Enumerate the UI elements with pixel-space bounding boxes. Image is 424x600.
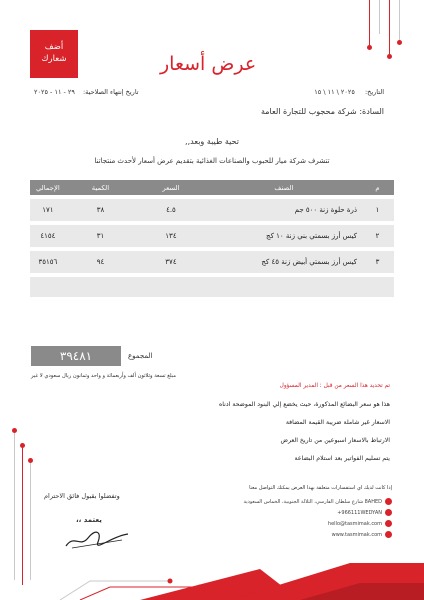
contact-phone: +966111WEDYAN <box>337 510 382 516</box>
date-label: التاريخ: <box>364 88 384 96</box>
document-title: عرض أسعار <box>160 53 257 75</box>
contact-email[interactable]: hello@tasmimak.com <box>327 521 382 527</box>
recipient-row <box>261 107 384 116</box>
table-row-empty <box>30 275 394 299</box>
row-index: ٣ <box>361 249 394 275</box>
row-item: كيس أرز بسمتي أبيض زنة ٤٥ كج <box>207 249 361 275</box>
row-quantity: ٩٤ <box>66 249 136 275</box>
col-total: الإجمالي <box>30 180 66 197</box>
row-item: ذرة حلوة زنة ٥٠٠ جم <box>207 197 361 223</box>
date-row <box>314 88 384 96</box>
logo-line1: أضف <box>44 42 64 52</box>
row-price: ٣٧٤ <box>135 249 206 275</box>
recipient-name: شركة محجوب للتجارة العامة <box>260 107 357 116</box>
total-label: المجموع <box>128 352 153 360</box>
col-quantity: الكمية <box>66 180 136 197</box>
contact-address: 8AHED شارع سلطان الفارسي، التلالة الجنوبية، الخماس السعودية <box>243 499 382 505</box>
row-total: ٣٥١٥٦ <box>30 249 66 275</box>
notes-term-2: الارتباط بالاسعار اسبوعين من تاريخ العرض <box>280 437 390 444</box>
closing-text: وتفضلوا بقبول فائق الاحترام <box>44 492 120 500</box>
row-quantity: ٣١ <box>66 223 136 249</box>
location-icon <box>385 498 392 505</box>
row-index: ١ <box>361 197 394 223</box>
row-total: ١٧١ <box>30 197 66 223</box>
items-table <box>30 180 394 301</box>
web-icon <box>385 531 392 538</box>
signature-label: يعتمد ،، <box>76 516 102 524</box>
table-row <box>30 197 394 223</box>
row-index: ٢ <box>361 223 394 249</box>
total-value: ٣٩٤٨١ <box>31 346 121 366</box>
row-quantity: ٣٨ <box>66 197 136 223</box>
notes-term-1: الاسعار غير شاملة ضريبة القيمة المضافة <box>285 419 390 426</box>
phone-icon <box>385 509 392 516</box>
date-value: ٢٠٢٥ \ ١١ \ ١٥ <box>314 88 355 96</box>
company-logo <box>30 30 78 78</box>
row-price: ٤.٥ <box>135 197 206 223</box>
row-total: ٤١٥٤ <box>30 223 66 249</box>
notes-term-3: يتم تسليم الفواتير بعد استلام البضاعة <box>294 455 390 462</box>
total-in-words: مبلغ تسعة وثلاثون ألف وأربعمائة و واحد وثمانون ريال سعودي لا غير <box>31 373 177 379</box>
validity-row <box>34 88 139 96</box>
recipient-label: السادة: <box>359 107 384 116</box>
notes-approval: تم تحديد هذا السعر من قبل : المدير المسؤول <box>279 383 390 389</box>
contact-heading: إذا كانت لديك اي استفسارات متعلقة بهذا العرض يمكنك التواصل معنا <box>249 485 392 491</box>
intro-text: تتشرف شركة ميار للحبوب والصناعات الغذائية بتقديم عرض أسعار لأحدث منتجاتنا <box>94 157 330 165</box>
email-icon <box>385 520 392 527</box>
row-price: ١٣٤ <box>135 223 206 249</box>
table-header <box>30 180 394 197</box>
greeting: تحية طيبة وبعد,, <box>185 137 239 146</box>
col-index: م <box>361 180 394 197</box>
logo-line2: شعارك <box>41 54 67 64</box>
signature-icon <box>62 528 132 552</box>
contact-website[interactable]: www.tasmimak.com <box>331 532 382 538</box>
col-item: الصنف <box>207 180 361 197</box>
table-row <box>30 223 394 249</box>
validity-label: تاريخ إنتهاء الصلاحية: <box>82 88 139 96</box>
table-row <box>30 249 394 275</box>
footer-band <box>0 555 424 600</box>
col-price: السعر <box>135 180 206 197</box>
notes-terms-intro: هذا هو سعر البضائع المذكورة، حيث يخضع إلي البنود الموضحة ادناه <box>219 401 390 408</box>
validity-value: ٢٩ - ١١ - ٢٠٢٥ <box>34 88 75 96</box>
row-item: كيس أرز بسمتي بني زنة ١٠ كج <box>207 223 361 249</box>
